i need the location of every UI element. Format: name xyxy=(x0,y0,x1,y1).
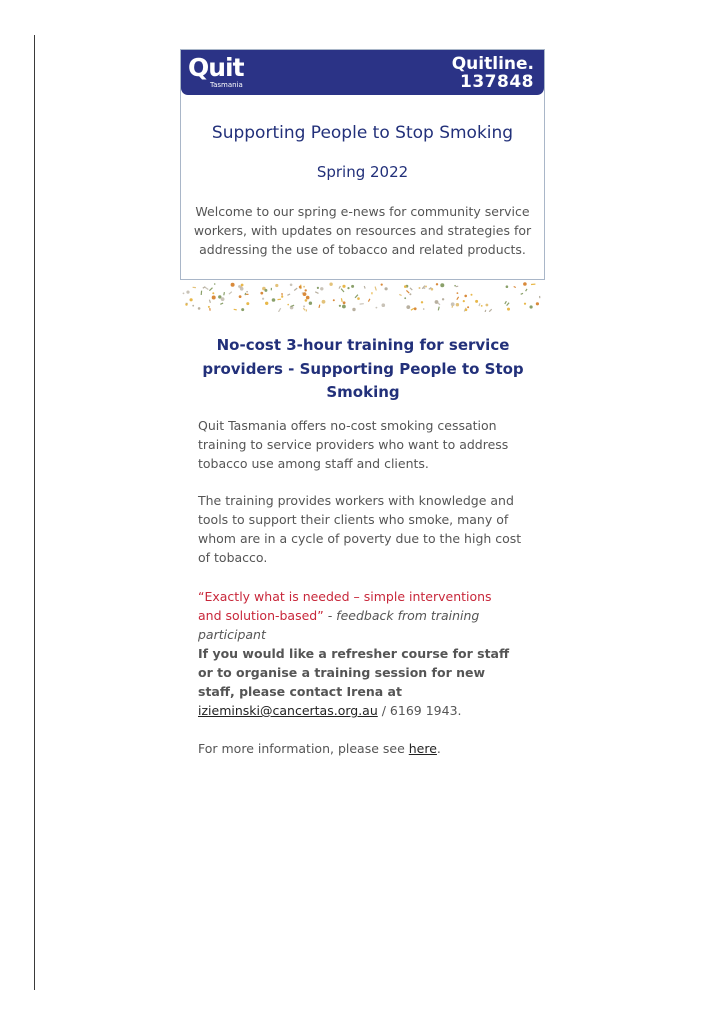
confetti-piece xyxy=(342,285,345,288)
confetti-piece xyxy=(421,301,423,303)
confetti-piece xyxy=(306,296,310,300)
confetti-piece xyxy=(368,299,370,302)
confetti-piece xyxy=(291,305,295,306)
confetti-piece xyxy=(203,287,206,289)
confetti-piece xyxy=(183,293,185,295)
confetti-piece xyxy=(319,305,320,308)
confetti-piece xyxy=(246,302,249,305)
confetti-piece xyxy=(526,289,527,291)
confetti-piece xyxy=(419,287,421,289)
confetti-piece xyxy=(425,286,427,288)
confetti-piece xyxy=(485,310,486,312)
contact-email-link[interactable]: izieminski@cancertas.org.au xyxy=(198,703,378,718)
confetti-piece xyxy=(457,297,459,300)
confetti-piece xyxy=(530,305,533,308)
more-info-text: For more information, please see xyxy=(198,741,409,756)
confetti-piece xyxy=(299,286,302,289)
confetti-piece xyxy=(287,294,290,295)
quitline-number: 137848 xyxy=(460,72,534,92)
more-info-paragraph xyxy=(198,739,518,758)
confetti-piece xyxy=(351,285,354,288)
confetti-piece xyxy=(467,306,469,308)
confetti-piece xyxy=(303,292,307,296)
confetti-piece xyxy=(456,303,459,306)
newsletter-intro: Welcome to our spring e-news for community service workers, with updates on resources and strategies for addressing the use of tobacco and related products. xyxy=(193,204,532,257)
quit-logo-word: Quit xyxy=(188,53,244,82)
newsletter-header-card xyxy=(180,49,545,280)
confetti-piece xyxy=(411,308,414,310)
confetti-piece xyxy=(265,302,268,305)
confetti-piece xyxy=(333,299,335,301)
confetti-piece xyxy=(399,294,401,295)
confetti-piece xyxy=(343,301,346,304)
contact-paragraph xyxy=(198,644,523,720)
quitline-logo xyxy=(452,55,534,91)
confetti-piece xyxy=(322,300,326,304)
confetti-piece xyxy=(521,293,523,294)
confetti-piece xyxy=(290,284,293,287)
confetti-piece xyxy=(209,300,210,303)
confetti-piece xyxy=(463,300,465,302)
confetti-piece xyxy=(272,298,276,302)
quit-tasmania-logo xyxy=(188,53,244,89)
confetti-piece xyxy=(208,306,210,308)
more-info-period: . xyxy=(436,741,441,756)
confetti-piece xyxy=(524,303,526,305)
confetti-piece xyxy=(305,289,307,291)
confetti-piece xyxy=(317,287,319,289)
confetti-piece xyxy=(475,300,478,303)
article-paragraph-1: Quit Tasmania offers no-cost smoking cessation training to service providers who want to address tobacco use among staff and clients. xyxy=(198,418,509,471)
confetti-piece xyxy=(218,295,221,298)
confetti-piece xyxy=(303,308,305,310)
confetti-piece xyxy=(339,286,340,289)
confetti-piece xyxy=(275,284,278,287)
quitline-logo-word: Quitline. xyxy=(451,54,534,74)
confetti-piece xyxy=(357,297,360,300)
confetti-piece xyxy=(406,290,409,293)
confetti-piece xyxy=(303,305,305,307)
more-info-link[interactable]: here xyxy=(408,741,437,756)
confetti-piece xyxy=(231,283,235,287)
confetti-piece xyxy=(205,287,208,289)
confetti-piece xyxy=(409,293,411,295)
confetti-piece xyxy=(414,307,417,310)
confetti-piece xyxy=(489,309,492,312)
confetti-piece xyxy=(514,287,516,288)
confetti-piece xyxy=(262,298,264,300)
confetti-piece xyxy=(341,289,344,292)
testimonial-quote: “Exactly what is needed – simple interventions and solution-based” xyxy=(198,589,492,623)
confetti-piece xyxy=(305,299,308,302)
confetti-piece xyxy=(190,298,193,301)
confetti-piece xyxy=(423,308,425,310)
article-title: No-cost 3-hour training for service providers - Supporting People to Stop Smoking xyxy=(202,336,524,401)
confetti-piece xyxy=(404,297,406,299)
confetti-piece xyxy=(260,292,263,295)
confetti-piece xyxy=(241,308,244,311)
confetti-piece xyxy=(320,287,323,290)
confetti-piece xyxy=(347,287,349,289)
confetti-piece xyxy=(221,297,225,301)
contact-phone: / 6169 1943. xyxy=(377,703,462,718)
confetti-piece xyxy=(294,288,297,290)
testimonial xyxy=(198,587,518,644)
confetti-piece xyxy=(435,300,439,304)
confetti-piece xyxy=(352,308,355,311)
confetti-piece xyxy=(287,304,289,306)
article-paragraph-2: The training provides workers with knowledge and tools to support their clients who smoke, many of whom are in a cycle of poverty due to the high cost of tobacco. xyxy=(198,493,522,565)
confetti-piece xyxy=(198,307,201,310)
testimonial-source: - feedback from training participant xyxy=(198,608,480,642)
confetti-piece xyxy=(479,303,480,306)
confetti-piece xyxy=(381,284,383,286)
confetti-piece xyxy=(309,302,312,305)
confetti-piece xyxy=(457,292,459,294)
newsletter-title: Supporting People to Stop Smoking xyxy=(211,123,514,143)
confetti-piece xyxy=(279,308,281,312)
page-margin-line xyxy=(34,35,35,990)
confetti-piece xyxy=(382,303,386,307)
confetti-piece xyxy=(234,309,237,310)
brand-banner xyxy=(181,50,544,95)
confetti-piece xyxy=(239,295,242,298)
confetti-piece xyxy=(410,288,412,290)
confetti-piece xyxy=(464,295,467,298)
confetti-piece xyxy=(185,303,187,305)
confetti-piece xyxy=(303,286,305,288)
confetti-piece xyxy=(192,305,194,307)
confetti-piece xyxy=(241,284,244,287)
confetti-piece xyxy=(364,286,365,289)
confetti-piece xyxy=(224,292,225,295)
confetti-piece xyxy=(505,301,507,304)
confetti-piece xyxy=(523,282,527,286)
confetti-piece xyxy=(240,287,244,291)
confetti-divider xyxy=(180,282,545,312)
confetti-piece xyxy=(442,298,444,300)
confetti-piece xyxy=(456,286,459,287)
confetti-piece xyxy=(481,305,483,307)
confetti-piece xyxy=(264,289,267,292)
newsletter-season: Spring 2022 xyxy=(316,163,409,181)
confetti-piece xyxy=(452,306,453,308)
confetti-piece xyxy=(209,288,212,291)
confetti-piece xyxy=(486,304,489,307)
confetti-piece xyxy=(406,305,410,309)
confetti-piece xyxy=(438,307,439,311)
confetti-piece xyxy=(376,307,378,309)
contact-text: If you would like a refresher course for staff or to organise a training session for new staff, please contact Irena at xyxy=(198,646,510,699)
confetti-piece xyxy=(220,303,223,304)
confetti-piece xyxy=(315,292,318,294)
confetti-piece xyxy=(342,305,346,309)
confetti-piece xyxy=(436,283,438,285)
confetti-piece xyxy=(329,283,332,286)
confetti-piece xyxy=(404,285,407,288)
confetti-piece xyxy=(341,298,342,302)
confetti-piece xyxy=(214,283,216,285)
confetti-piece xyxy=(506,285,509,288)
confetti-piece xyxy=(212,292,214,294)
confetti-piece xyxy=(507,308,510,311)
confetti-piece xyxy=(536,302,539,305)
confetti-piece xyxy=(465,309,468,312)
confetti-piece xyxy=(339,305,341,307)
confetti-piece xyxy=(245,293,246,295)
confetti-piece xyxy=(451,302,455,306)
confetti-piece xyxy=(229,292,232,295)
confetti-piece xyxy=(471,294,473,296)
confetti-piece xyxy=(186,291,189,294)
quit-logo-subtitle: Tasmania xyxy=(210,81,243,89)
article-training xyxy=(198,334,528,756)
confetti-piece xyxy=(281,296,283,298)
confetti-piece xyxy=(355,295,358,298)
confetti-piece xyxy=(385,287,388,290)
confetti-piece xyxy=(375,287,376,291)
confetti-piece xyxy=(212,296,216,300)
confetti-piece xyxy=(440,283,444,287)
confetti-piece xyxy=(246,291,248,293)
confetti-piece xyxy=(507,303,510,306)
